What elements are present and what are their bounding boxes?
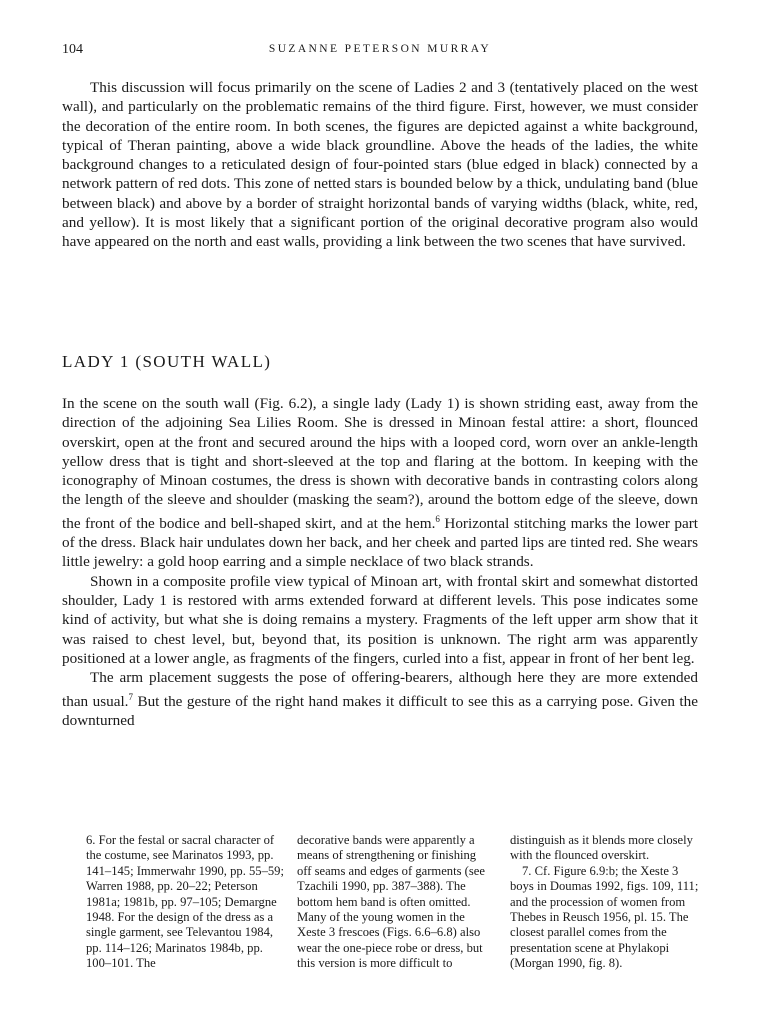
page-header xyxy=(62,42,698,62)
body-paragraph-3 xyxy=(62,668,698,730)
intro-section xyxy=(62,78,698,252)
intro-paragraph: This discussion will focus primarily on the scene of Ladies 2 and 3 (tentatively placed on the west wall), and particularly on the problematic remains of the third figure. First, however, we must consider the decoration of the entire room. In both scenes, the figures are depicted against a white background, typical of Theran painting, above a wide black groundline. Above the heads of the ladies, the white background changes to a reticulated design of four-pointed stars (blue edged in black) connected by a network pattern of red dots. This zone of netted stars is bounded below by a thick, undulating band (blue between black) and above by a border of straight horizontal bands of varying widths (black, white, red, and yellow). It is most likely that a significant portion of the original decorative program also would have appeared on the north and east walls, providing a link between the two scenes that have survived. xyxy=(62,79,698,251)
p1-text-a: In the scene on the south wall (Fig. 6.2), a single lady (Lady 1) is shown striding east, away from the direction of the adjoining Sea Lilies Room. She is dressed in Minoan festal attire: a short, flounced overskirt, open at the front and secured around the hips with a looped cord, worn over an ankle-length yellow dress that is tight and short-sleeved at the top and flaring at the bottom. In keeping with the iconography of Minoan costumes, the dress is shown with decorative bands in contrasting colors along the length of the sleeve and shoulder (masking the seam?), around the bottom edge of the sleeve, down the front of the bodice and bell-shaped skirt, and at the hem. xyxy=(62,395,698,532)
page-number: 104 xyxy=(62,42,83,57)
footnote-ref-6[interactable]: 6 xyxy=(435,513,440,524)
footnote-6-continued: decorative bands were apparently a means of strengthening or finishing off seams and edges of garments (see Tzachili 1990, pp. 387–388). The bottom hem band is often omitted. Many of the young women in the Xeste 3 frescoes (Figs. 6.6–6.8) also wear the one-piece robe or dress, but this version is more difficult to xyxy=(297,833,485,971)
footnotes xyxy=(62,833,702,983)
footnote-6-end: distinguish as it blends more closely with the flounced overskirt. xyxy=(510,833,693,863)
footnote-column-3 xyxy=(510,833,702,972)
footnote-ref-7[interactable]: 7 xyxy=(128,691,133,702)
p1-text-b: Horizontal stitching marks the lower part of the dress. Black hair undulates down her back, and her cheek and parted lips are tinted red. She wears little jewelry: a gold hoop earring and a simple necklace of two black strands. xyxy=(62,514,698,571)
section-body xyxy=(62,394,698,730)
p3-text-b: But the gesture of the right hand makes it difficult to see this as a carrying pose. Given the downturned xyxy=(62,692,698,729)
body-paragraph-1 xyxy=(62,394,698,572)
footnote-6: 6. For the festal or sacral character of the costume, see Marinatos 1993, pp. 141–145; Immerwahr 1990, pp. 55–59; Warren 1988, pp. 20–22; Peterson 1981a; 1981b, pp. 97–105; Demargne 1948. For the design of the dress as a single garment, see Televantou 1984, pp. 114–126; Marinatos 1984b, pp. 100–101. The xyxy=(86,833,284,971)
section-heading: LADY 1 (SOUTH WALL) xyxy=(62,352,272,371)
footnote-7: 7. Cf. Figure 6.9:b; the Xeste 3 boys in Doumas 1992, figs. 109, 111; and the procession of women from Thebes in Reusch 1956, pl. 15. The closest parallel comes from the presentation scene at Phylakopi (Morgan 1990, fig. 8). xyxy=(510,863,699,971)
p3-text-a: The arm placement suggests the pose of offering-bearers, although here they are more extended than usual. xyxy=(62,669,698,710)
body-paragraph-2: Shown in a composite profile view typical of Minoan art, with frontal skirt and somewhat distorted shoulder, Lady 1 is restored with arms extended forward at different levels. This pose indicates some kind of activity, but what she is doing remains a mystery. Fragments of the left upper arm show that it was raised to chest level, but, beyond that, its position is unknown. The right arm was apparently positioned at a lower angle, as fragments of the fingers, curled into a fist, appear in front of her bent leg. xyxy=(62,572,698,667)
footnote-column-1 xyxy=(86,833,286,972)
running-head: SUZANNE PETERSON MURRAY xyxy=(268,43,492,55)
footnote-column-2 xyxy=(297,833,487,972)
